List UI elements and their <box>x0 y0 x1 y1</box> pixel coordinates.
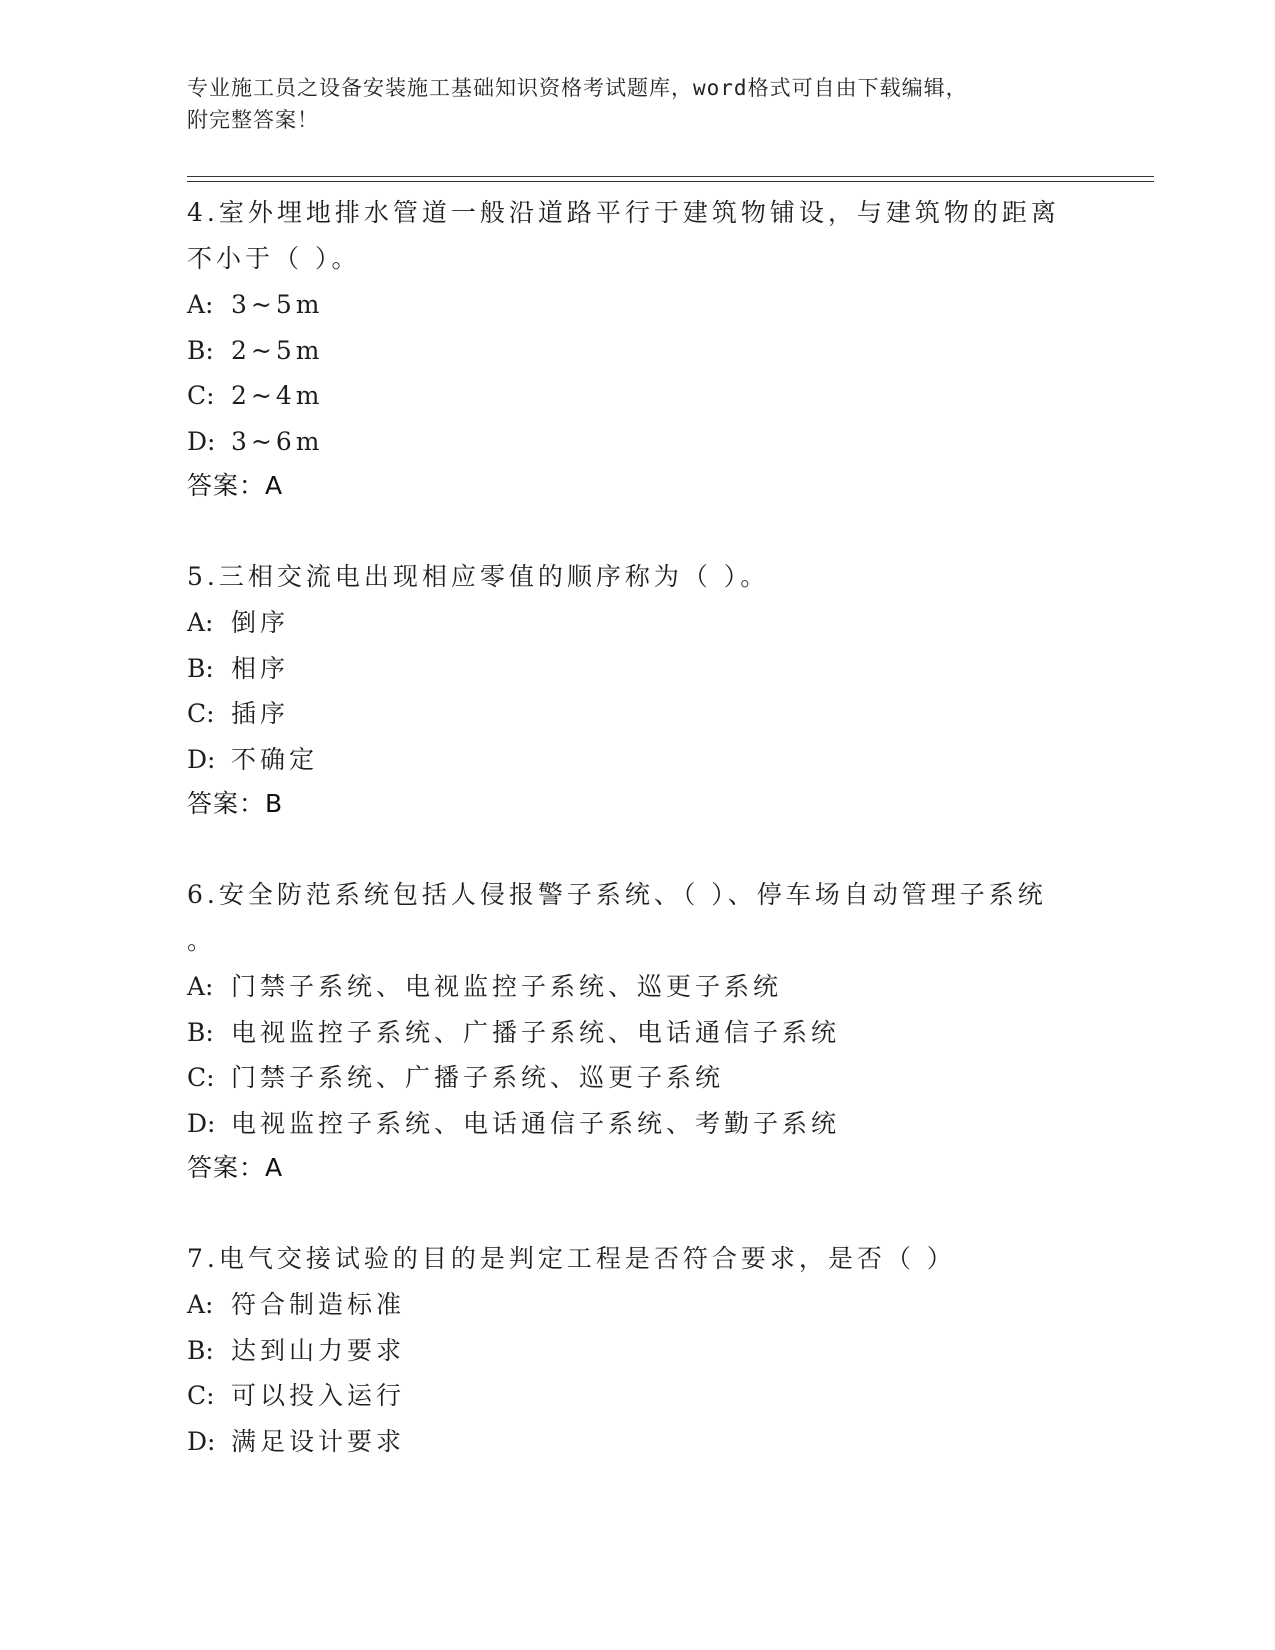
option-d <box>187 419 1087 465</box>
option-c <box>187 373 1087 419</box>
option-letter: C: <box>187 1381 215 1410</box>
question-gap <box>187 508 1087 554</box>
document-header <box>187 72 1067 136</box>
option-letter: B: <box>187 1335 214 1365</box>
option-text: 倒序 <box>231 608 290 637</box>
header-line-2: 附完整答案！ <box>187 108 319 132</box>
question-text-line: 不小于（ ）。 <box>187 244 361 273</box>
option-letter: D: <box>187 1108 216 1138</box>
option-text: 相序 <box>231 653 290 683</box>
option-letter: C: <box>187 1063 215 1092</box>
option-text: 门禁子系统、电视监控子系统、巡更子系统 <box>231 972 783 1001</box>
option-text: 电视监控子系统、电话通信子系统、考勤子系统 <box>231 1108 841 1138</box>
option-letter: D: <box>187 1426 216 1456</box>
answer-line: 答案：B <box>187 789 284 818</box>
option-letter: C: <box>187 381 215 410</box>
option-letter: B: <box>187 335 214 365</box>
header-divider-bottom <box>187 181 1154 182</box>
question-6 <box>187 872 1087 1190</box>
option-text: 3~6m <box>231 426 324 456</box>
option-c <box>187 1055 1087 1101</box>
option-d <box>187 1101 1087 1147</box>
option-text: 2~5m <box>231 335 324 365</box>
option-a <box>187 282 1087 328</box>
answer-line: 答案：A <box>187 1153 284 1182</box>
option-a <box>187 600 1087 646</box>
answer-line: 答案：A <box>187 471 284 500</box>
question-5 <box>187 554 1087 826</box>
option-letter: D: <box>187 744 216 774</box>
option-text: 门禁子系统、广播子系统、巡更子系统 <box>231 1063 725 1092</box>
question-gap <box>187 1190 1087 1236</box>
option-d <box>187 737 1087 783</box>
option-text: 符合制造标准 <box>231 1290 406 1319</box>
option-c <box>187 691 1087 737</box>
option-text: 2~4m <box>231 381 324 410</box>
question-4 <box>187 190 1087 508</box>
option-text: 达到山力要求 <box>231 1335 406 1365</box>
option-b <box>187 1010 1087 1056</box>
option-text: 不确定 <box>231 744 319 774</box>
option-b <box>187 1328 1087 1374</box>
question-text-line: 7.电气交接试验的目的是判定工程是否符合要求，是否（ ） <box>187 1244 956 1273</box>
question-7 <box>187 1236 1087 1464</box>
option-a <box>187 964 1087 1010</box>
question-text-line: 5.三相交流电出现相应零值的顺序称为（ ）。 <box>187 562 770 591</box>
option-b <box>187 646 1087 692</box>
question-list <box>187 190 1087 1464</box>
question-gap <box>187 826 1087 872</box>
option-letter: A: <box>187 972 214 1001</box>
option-d <box>187 1419 1087 1465</box>
option-a <box>187 1282 1087 1328</box>
header-line-1: 专业施工员之设备安装施工基础知识资格考试题库，word格式可自由下载编辑， <box>187 76 968 100</box>
option-text: 3~5m <box>231 290 324 319</box>
question-text-line: 。 <box>187 926 217 955</box>
header-divider-top <box>187 176 1154 177</box>
option-letter: D: <box>187 426 216 456</box>
option-c <box>187 1373 1087 1419</box>
option-letter: A: <box>187 290 214 319</box>
option-text: 插序 <box>231 699 290 728</box>
option-letter: A: <box>187 608 214 637</box>
question-text-line: 4.室外埋地排水管道一般沿道路平行于建筑物铺设，与建筑物的距离 <box>187 198 1060 227</box>
option-letter: B: <box>187 653 214 683</box>
option-text: 满足设计要求 <box>231 1426 406 1456</box>
option-b <box>187 328 1087 374</box>
option-text: 可以投入运行 <box>231 1381 406 1410</box>
option-letter: A: <box>187 1290 214 1319</box>
option-letter: B: <box>187 1017 214 1047</box>
option-letter: C: <box>187 699 215 728</box>
question-text-line: 6.安全防范系统包括人侵报警子系统、（ ）、停车场自动管理子系统 <box>187 880 1047 909</box>
option-text: 电视监控子系统、广播子系统、电话通信子系统 <box>231 1017 841 1047</box>
